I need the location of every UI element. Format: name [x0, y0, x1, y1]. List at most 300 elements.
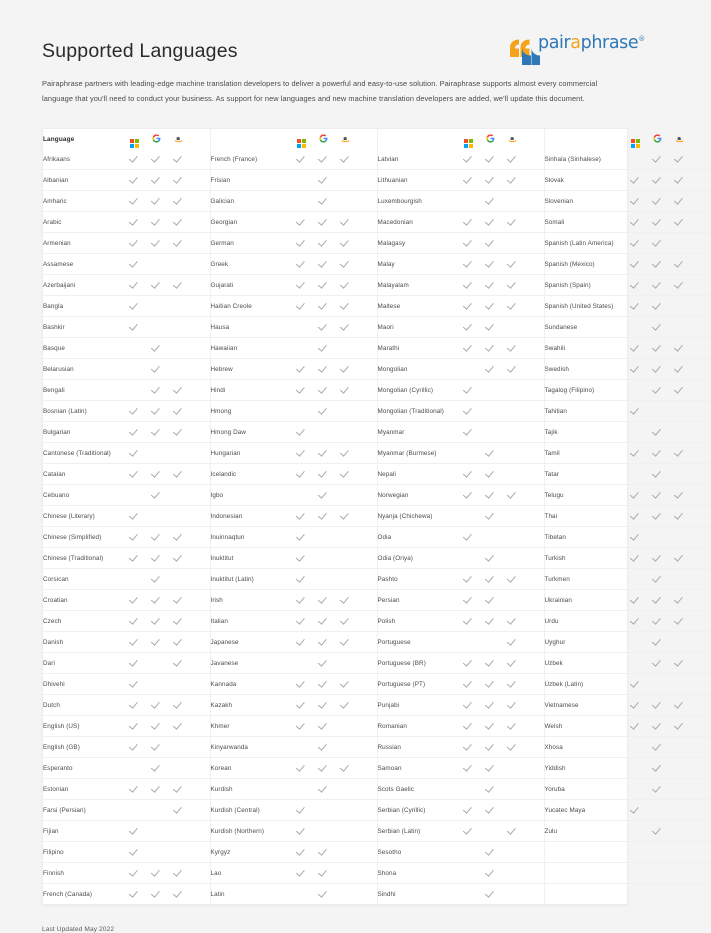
column-spacer	[356, 485, 377, 506]
column-spacer	[189, 233, 210, 254]
support-cell-amazon	[668, 632, 690, 653]
support-cell-amazon	[167, 380, 189, 401]
amazon-icon	[174, 134, 183, 143]
check-icon	[152, 280, 161, 289]
support-cell-microsoft	[290, 590, 312, 611]
language-name-cell: Serbian (Latin)	[377, 821, 457, 842]
support-cell-amazon	[501, 590, 523, 611]
check-icon	[130, 259, 139, 268]
check-icon	[508, 301, 517, 310]
support-cell-google	[646, 338, 668, 359]
check-icon	[486, 700, 495, 709]
check-icon	[341, 679, 350, 688]
column-spacer	[189, 506, 210, 527]
support-cell-amazon	[501, 275, 523, 296]
language-name-cell: Farsi (Persian)	[43, 800, 123, 821]
column-spacer	[690, 653, 711, 674]
language-name-cell: Igbo	[210, 485, 290, 506]
check-icon	[631, 217, 640, 226]
check-icon	[464, 259, 473, 268]
svg-text:a: a	[342, 136, 347, 143]
check-icon	[653, 763, 662, 772]
support-cell-microsoft	[290, 506, 312, 527]
support-cell-google	[312, 443, 334, 464]
support-cell-amazon	[501, 233, 523, 254]
support-cell-google	[145, 842, 167, 863]
language-name-cell: Armenian	[43, 233, 123, 254]
check-icon	[675, 616, 684, 625]
check-icon	[130, 448, 139, 457]
support-cell-amazon	[334, 737, 356, 758]
support-cell-microsoft	[290, 275, 312, 296]
language-name-cell: Corsican	[43, 569, 123, 590]
column-spacer	[523, 296, 544, 317]
check-icon	[675, 364, 684, 373]
support-cell-google	[646, 212, 668, 233]
language-name-cell: Dari	[43, 653, 123, 674]
column-spacer	[189, 254, 210, 275]
language-name-cell: Kurdish (Northern)	[210, 821, 290, 842]
support-cell-amazon	[334, 653, 356, 674]
support-cell-amazon	[501, 380, 523, 401]
check-icon	[486, 280, 495, 289]
language-name-cell: Sesotho	[377, 842, 457, 863]
check-icon	[130, 406, 139, 415]
check-icon	[631, 364, 640, 373]
column-spacer	[523, 485, 544, 506]
column-spacer	[690, 422, 711, 443]
table-head	[43, 129, 711, 149]
support-cell-microsoft	[457, 506, 479, 527]
support-cell-google	[479, 527, 501, 548]
support-cell-microsoft	[290, 779, 312, 800]
support-cell-amazon	[167, 821, 189, 842]
support-cell-microsoft	[123, 212, 145, 233]
column-spacer	[356, 842, 377, 863]
check-icon	[152, 700, 161, 709]
support-cell-amazon	[167, 296, 189, 317]
column-header-google	[479, 129, 501, 149]
column-spacer	[523, 842, 544, 863]
support-cell-amazon	[501, 212, 523, 233]
check-icon	[319, 490, 328, 499]
column-spacer	[356, 443, 377, 464]
support-cell-google	[646, 233, 668, 254]
support-cell-amazon	[501, 149, 523, 170]
support-cell-microsoft	[457, 695, 479, 716]
check-icon	[174, 196, 183, 205]
table-row	[43, 212, 711, 233]
support-cell-google	[312, 317, 334, 338]
support-cell-google	[646, 380, 668, 401]
support-cell-amazon	[501, 842, 523, 863]
check-icon	[653, 196, 662, 205]
column-spacer	[690, 275, 711, 296]
support-cell-google	[479, 674, 501, 695]
column-spacer	[690, 317, 711, 338]
support-cell-microsoft	[123, 422, 145, 443]
support-cell-microsoft	[123, 674, 145, 695]
check-icon	[130, 175, 139, 184]
support-cell-google	[479, 611, 501, 632]
support-cell-microsoft	[457, 338, 479, 359]
support-cell-amazon	[501, 653, 523, 674]
support-cell-google	[145, 233, 167, 254]
support-cell-microsoft	[624, 212, 646, 233]
support-cell-google	[312, 737, 334, 758]
support-cell-microsoft	[290, 464, 312, 485]
support-cell-microsoft	[123, 548, 145, 569]
check-icon	[486, 595, 495, 604]
check-icon	[653, 553, 662, 562]
check-icon	[486, 322, 495, 331]
column-spacer	[356, 401, 377, 422]
language-name-cell: Turkish	[544, 548, 624, 569]
check-icon	[297, 700, 306, 709]
support-cell-google	[312, 569, 334, 590]
support-cell-google	[479, 800, 501, 821]
support-cell-amazon	[668, 569, 690, 590]
table-body	[43, 149, 711, 904]
check-icon	[464, 469, 473, 478]
support-cell-amazon	[334, 695, 356, 716]
check-icon	[174, 385, 183, 394]
table-row	[43, 170, 711, 191]
language-name-cell: French (France)	[210, 149, 290, 170]
support-cell-amazon	[501, 758, 523, 779]
column-spacer	[189, 821, 210, 842]
language-name-cell: Ukrainian	[544, 590, 624, 611]
check-icon	[130, 847, 139, 856]
check-icon	[130, 217, 139, 226]
support-cell-microsoft	[123, 506, 145, 527]
column-spacer	[523, 254, 544, 275]
language-name-cell: Tibetan	[544, 527, 624, 548]
column-spacer	[189, 569, 210, 590]
check-icon	[152, 595, 161, 604]
support-cell-microsoft	[290, 338, 312, 359]
check-icon	[174, 532, 183, 541]
table-row	[43, 716, 711, 737]
support-cell-google	[312, 758, 334, 779]
support-cell-google	[646, 254, 668, 275]
check-icon	[174, 154, 183, 163]
column-spacer	[690, 821, 711, 842]
support-cell-google	[646, 191, 668, 212]
language-name-cell: Spanish (United States)	[544, 296, 624, 317]
check-icon	[631, 805, 640, 814]
column-spacer	[690, 296, 711, 317]
check-icon	[486, 868, 495, 877]
language-name-cell: Nyanja (Chichewa)	[377, 506, 457, 527]
support-cell-amazon	[334, 611, 356, 632]
support-cell-google	[479, 191, 501, 212]
column-spacer	[189, 716, 210, 737]
language-name-cell: Chinese (Traditional)	[43, 548, 123, 569]
support-cell-microsoft	[123, 275, 145, 296]
support-cell-microsoft	[624, 800, 646, 821]
column-spacer	[356, 296, 377, 317]
language-name-cell: Yiddish	[544, 758, 624, 779]
column-spacer	[356, 737, 377, 758]
check-icon	[631, 448, 640, 457]
column-spacer	[523, 884, 544, 905]
table-row	[43, 296, 711, 317]
support-cell-google	[145, 443, 167, 464]
support-cell-microsoft	[290, 758, 312, 779]
support-cell-amazon	[167, 359, 189, 380]
column-header-amazon	[668, 129, 690, 149]
support-cell-microsoft	[624, 779, 646, 800]
check-icon	[297, 448, 306, 457]
support-cell-google	[479, 758, 501, 779]
pairaphrase-logo	[508, 33, 645, 69]
check-icon	[319, 322, 328, 331]
support-cell-microsoft	[624, 233, 646, 254]
check-icon	[130, 238, 139, 247]
language-name-cell: Afrikaans	[43, 149, 123, 170]
language-name-cell: Galician	[210, 191, 290, 212]
support-cell-microsoft	[290, 863, 312, 884]
column-spacer	[523, 800, 544, 821]
support-cell-google	[145, 191, 167, 212]
check-icon	[464, 679, 473, 688]
support-cell-google	[646, 758, 668, 779]
support-cell-google	[312, 821, 334, 842]
column-spacer	[690, 212, 711, 233]
language-name-cell: Pashto	[377, 569, 457, 590]
support-cell-amazon	[668, 611, 690, 632]
support-cell-google	[145, 569, 167, 590]
check-icon	[508, 574, 517, 583]
support-cell-microsoft	[624, 254, 646, 275]
table-row	[43, 821, 711, 842]
support-cell-google	[646, 317, 668, 338]
support-cell-google	[479, 380, 501, 401]
check-icon	[675, 595, 684, 604]
language-name-cell: Norwegian	[377, 485, 457, 506]
support-cell-amazon	[167, 737, 189, 758]
support-cell-microsoft	[123, 170, 145, 191]
language-name-cell: Hungarian	[210, 443, 290, 464]
column-spacer	[356, 129, 377, 149]
check-icon	[319, 364, 328, 373]
support-cell-google	[479, 443, 501, 464]
check-icon	[486, 259, 495, 268]
support-cell-amazon	[167, 149, 189, 170]
support-cell-amazon	[334, 233, 356, 254]
column-spacer	[189, 611, 210, 632]
support-cell-microsoft	[457, 758, 479, 779]
check-icon	[486, 784, 495, 793]
column-spacer	[690, 149, 711, 170]
check-icon	[464, 763, 473, 772]
check-icon	[508, 616, 517, 625]
support-cell-microsoft	[123, 254, 145, 275]
support-cell-microsoft	[624, 821, 646, 842]
support-cell-microsoft	[624, 695, 646, 716]
support-cell-google	[145, 800, 167, 821]
support-cell-google	[312, 149, 334, 170]
support-cell-amazon	[501, 338, 523, 359]
check-icon	[152, 721, 161, 730]
language-name-cell: Thai	[544, 506, 624, 527]
support-cell-google	[145, 758, 167, 779]
support-cell-google	[312, 275, 334, 296]
support-cell-microsoft	[457, 737, 479, 758]
table-row	[43, 338, 711, 359]
check-icon	[464, 301, 473, 310]
support-cell-microsoft	[290, 632, 312, 653]
support-cell-amazon	[668, 590, 690, 611]
check-icon	[174, 238, 183, 247]
check-icon	[341, 301, 350, 310]
language-name-cell: Yoruba	[544, 779, 624, 800]
check-icon	[319, 385, 328, 394]
column-header-google	[145, 129, 167, 149]
language-name-cell: English (GB)	[43, 737, 123, 758]
support-cell-google	[646, 884, 668, 905]
column-spacer	[356, 674, 377, 695]
support-cell-amazon	[334, 338, 356, 359]
check-icon	[152, 469, 161, 478]
column-spacer	[189, 737, 210, 758]
support-cell-microsoft	[624, 443, 646, 464]
support-cell-microsoft	[457, 863, 479, 884]
amazon-icon	[341, 134, 350, 143]
check-icon	[319, 448, 328, 457]
check-icon	[486, 238, 495, 247]
language-name-cell: Mongolian	[377, 359, 457, 380]
support-cell-google	[312, 842, 334, 863]
check-icon	[631, 238, 640, 247]
support-cell-amazon	[501, 506, 523, 527]
table-row	[43, 737, 711, 758]
language-name-cell: German	[210, 233, 290, 254]
table-row	[43, 380, 711, 401]
column-spacer	[523, 149, 544, 170]
language-name-cell: Kurdish (Central)	[210, 800, 290, 821]
column-spacer	[189, 779, 210, 800]
support-cell-microsoft	[123, 737, 145, 758]
support-cell-google	[145, 590, 167, 611]
support-cell-amazon	[668, 695, 690, 716]
column-spacer	[690, 506, 711, 527]
table-row	[43, 464, 711, 485]
check-icon	[508, 679, 517, 688]
support-cell-amazon	[668, 191, 690, 212]
support-cell-microsoft	[123, 569, 145, 590]
support-cell-microsoft	[457, 779, 479, 800]
check-icon	[130, 595, 139, 604]
support-cell-google	[646, 611, 668, 632]
support-cell-microsoft	[457, 548, 479, 569]
support-cell-amazon	[167, 170, 189, 191]
language-name-cell: Cebuano	[43, 485, 123, 506]
support-cell-google	[145, 275, 167, 296]
column-spacer	[690, 842, 711, 863]
column-spacer	[189, 695, 210, 716]
language-name-cell: Fijian	[43, 821, 123, 842]
check-icon	[152, 868, 161, 877]
support-cell-amazon	[668, 380, 690, 401]
google-icon	[152, 134, 161, 143]
support-cell-google	[479, 842, 501, 863]
support-cell-microsoft	[457, 443, 479, 464]
language-name-cell: Latvian	[377, 149, 457, 170]
check-icon	[464, 805, 473, 814]
microsoft-icon	[464, 139, 473, 148]
column-spacer	[690, 863, 711, 884]
check-icon	[341, 154, 350, 163]
language-name-cell: Polish	[377, 611, 457, 632]
support-cell-microsoft	[624, 863, 646, 884]
check-icon	[508, 364, 517, 373]
check-icon	[341, 595, 350, 604]
support-cell-amazon	[668, 149, 690, 170]
check-icon	[486, 196, 495, 205]
check-icon	[297, 847, 306, 856]
check-icon	[174, 553, 183, 562]
check-icon	[675, 721, 684, 730]
quote-marks-icon	[508, 38, 540, 66]
language-name-cell: Belarusian	[43, 359, 123, 380]
check-icon	[464, 595, 473, 604]
language-name-cell: Spanish (Latin America)	[544, 233, 624, 254]
support-cell-amazon	[334, 422, 356, 443]
support-cell-amazon	[501, 863, 523, 884]
check-icon	[174, 658, 183, 667]
check-icon	[297, 259, 306, 268]
support-cell-amazon	[501, 548, 523, 569]
check-icon	[319, 469, 328, 478]
support-cell-microsoft	[457, 716, 479, 737]
support-cell-google	[646, 569, 668, 590]
support-cell-google	[145, 716, 167, 737]
support-cell-amazon	[167, 422, 189, 443]
check-icon	[631, 511, 640, 520]
check-icon	[464, 700, 473, 709]
support-cell-google	[646, 653, 668, 674]
language-name-cell: Estonian	[43, 779, 123, 800]
column-spacer	[189, 422, 210, 443]
support-cell-microsoft	[624, 506, 646, 527]
column-spacer	[690, 401, 711, 422]
column-spacer	[356, 821, 377, 842]
support-cell-microsoft	[290, 842, 312, 863]
column-spacer	[356, 548, 377, 569]
support-cell-microsoft	[624, 716, 646, 737]
column-spacer	[523, 863, 544, 884]
support-cell-amazon	[501, 464, 523, 485]
support-cell-google	[312, 233, 334, 254]
check-icon	[152, 637, 161, 646]
column-spacer	[189, 653, 210, 674]
check-icon	[341, 700, 350, 709]
support-cell-google	[646, 863, 668, 884]
support-cell-microsoft	[123, 149, 145, 170]
language-name-cell: Romanian	[377, 716, 457, 737]
support-cell-amazon	[334, 674, 356, 695]
check-icon	[486, 553, 495, 562]
table-row	[43, 653, 711, 674]
support-cell-amazon	[167, 653, 189, 674]
support-cell-microsoft	[123, 611, 145, 632]
check-icon	[675, 490, 684, 499]
support-cell-google	[479, 338, 501, 359]
column-spacer	[690, 737, 711, 758]
support-cell-amazon	[334, 884, 356, 905]
